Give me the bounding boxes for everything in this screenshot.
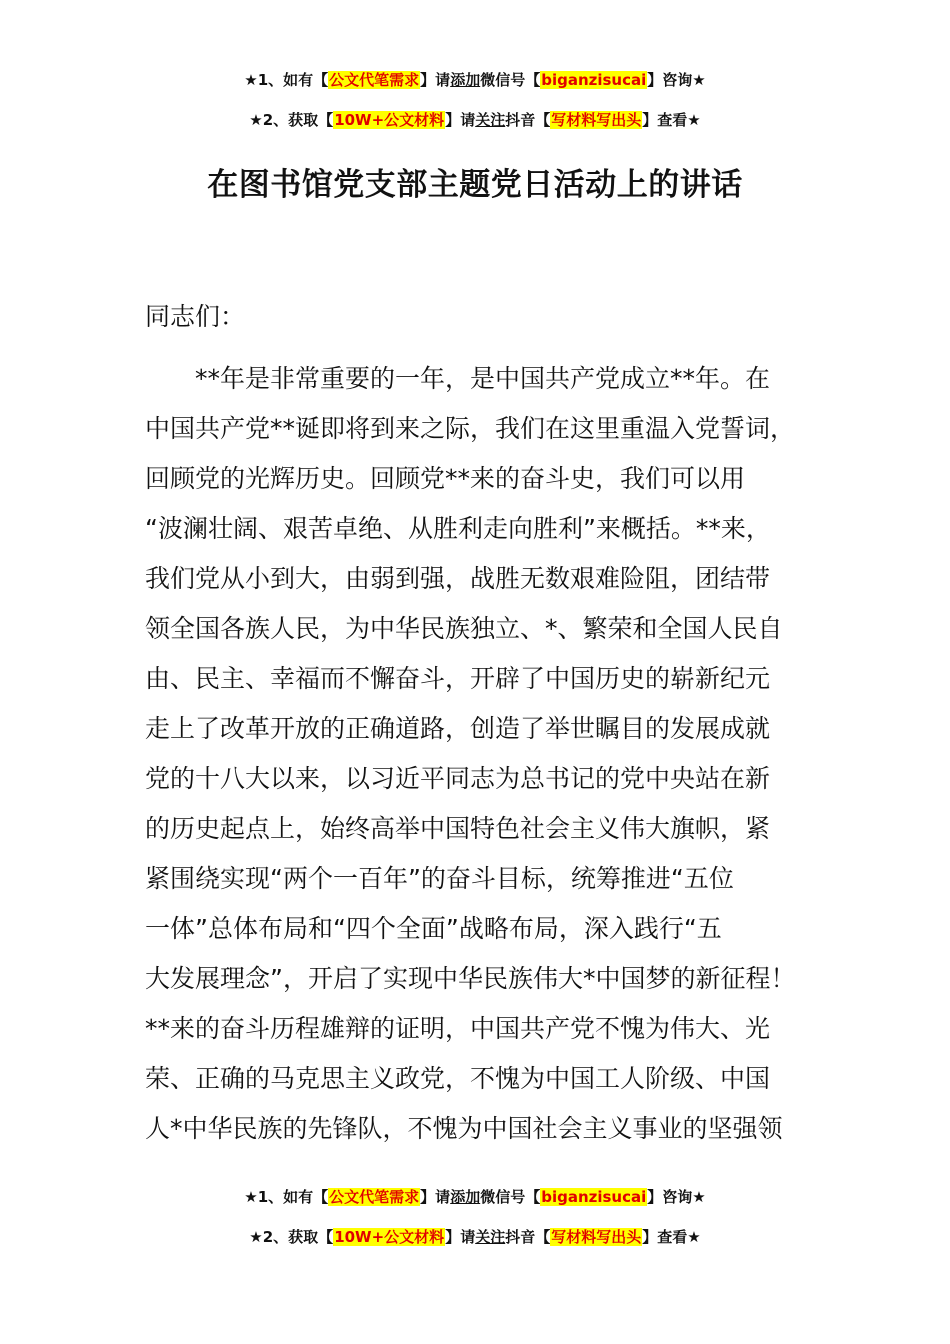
ad-text: 】请 xyxy=(420,71,451,89)
ad-highlight-service: 公文代笔需求 xyxy=(329,1188,420,1206)
header-ad-line-1 xyxy=(0,69,950,91)
ad-underlined-text: 关注 xyxy=(475,111,506,129)
ad-text: ★1、如有【 xyxy=(244,71,329,89)
ad-text: 】咨询★ xyxy=(647,1188,706,1206)
ad-highlight-wechat-id: biganzisucai xyxy=(541,1188,647,1206)
body-line: “波澜壮阔、艰苦卓绝、从胜利走向胜利”来概括。**来， xyxy=(145,514,771,543)
header-ad xyxy=(0,69,950,131)
document-title: 在图书馆党支部主题党日活动上的讲话 xyxy=(207,167,743,203)
ad-highlight-douyin-account: 写材料写出头 xyxy=(551,111,642,129)
body-line: **年是非常重要的一年，是中国共产党成立**年。在 xyxy=(195,364,771,393)
ad-text: 】请 xyxy=(420,1188,451,1206)
footer-ad-line-2 xyxy=(0,1226,950,1248)
ad-text: ★2、获取【 xyxy=(249,1228,334,1246)
body-line: 我们党从小到大，由弱到强，战胜无数艰难险阻，团结带 xyxy=(145,564,771,593)
body-line: 由、民主、幸福而不懈奋斗，开辟了中国历史的崭新纪元 xyxy=(145,664,771,693)
body-line: 回顾党的光辉历史。回顾党**来的奋斗史，我们可以用 xyxy=(145,464,746,493)
body-line: 走上了改革开放的正确道路，创造了举世瞩目的发展成就 xyxy=(145,714,771,743)
footer-ad xyxy=(0,1186,950,1248)
ad-underlined-text: 添加 xyxy=(450,71,481,89)
ad-text: 】请 xyxy=(445,1228,476,1246)
ad-highlight-wechat-id: biganzisucai xyxy=(541,71,647,89)
ad-text: 】查看★ xyxy=(642,111,701,129)
ad-text: 】咨询★ xyxy=(647,71,706,89)
ad-text: 微信号【 xyxy=(480,71,541,89)
body-line: 一体”总体布局和“四个全面”战略布局，深入践行“五 xyxy=(145,914,722,943)
body-line: 紧围绕实现“两个一百年”的奋斗目标，统筹推进“五位 xyxy=(145,864,734,893)
footer-ad-line-1 xyxy=(0,1186,950,1208)
body-line: 荣、正确的马克思主义政党，不愧为中国工人阶级、中国 xyxy=(145,1064,771,1093)
salutation: 同志们： xyxy=(145,302,246,331)
ad-underlined-text: 添加 xyxy=(450,1188,481,1206)
ad-text: 】请 xyxy=(445,111,476,129)
body-line: 的历史起点上，始终高举中国特色社会主义伟大旗帜，紧 xyxy=(145,814,771,843)
body-line: **来的奋斗历程雄辩的证明，中国共产党不愧为伟大、光 xyxy=(145,1014,771,1043)
ad-highlight-douyin-account: 写材料写出头 xyxy=(551,1228,642,1246)
ad-text: ★2、获取【 xyxy=(249,111,334,129)
ad-text: 抖音【 xyxy=(505,1228,551,1246)
ad-underlined-text: 关注 xyxy=(475,1228,506,1246)
document-body xyxy=(145,354,845,1154)
ad-text: 抖音【 xyxy=(505,111,551,129)
body-line: 党的十八大以来，以习近平同志为总书记的党中央站在新 xyxy=(145,764,771,793)
body-line: 大发展理念”，开启了实现中华民族伟大*中国梦的新征程！ xyxy=(145,964,796,993)
ad-text: ★1、如有【 xyxy=(244,1188,329,1206)
ad-highlight-materials: 10W+公文材料 xyxy=(334,111,445,129)
header-ad-line-2 xyxy=(0,109,950,131)
body-line: 领全国各族人民，为中华民族独立、*、繁荣和全国人民自 xyxy=(145,614,783,643)
ad-highlight-service: 公文代笔需求 xyxy=(329,71,420,89)
ad-highlight-materials: 10W+公文材料 xyxy=(334,1228,445,1246)
body-line: 人*中华民族的先锋队，不愧为中国社会主义事业的坚强领 xyxy=(145,1114,783,1143)
body-line: 中国共产党**诞即将到来之际，我们在这里重温入党誓词， xyxy=(145,414,796,443)
ad-text: 】查看★ xyxy=(642,1228,701,1246)
ad-text: 微信号【 xyxy=(480,1188,541,1206)
